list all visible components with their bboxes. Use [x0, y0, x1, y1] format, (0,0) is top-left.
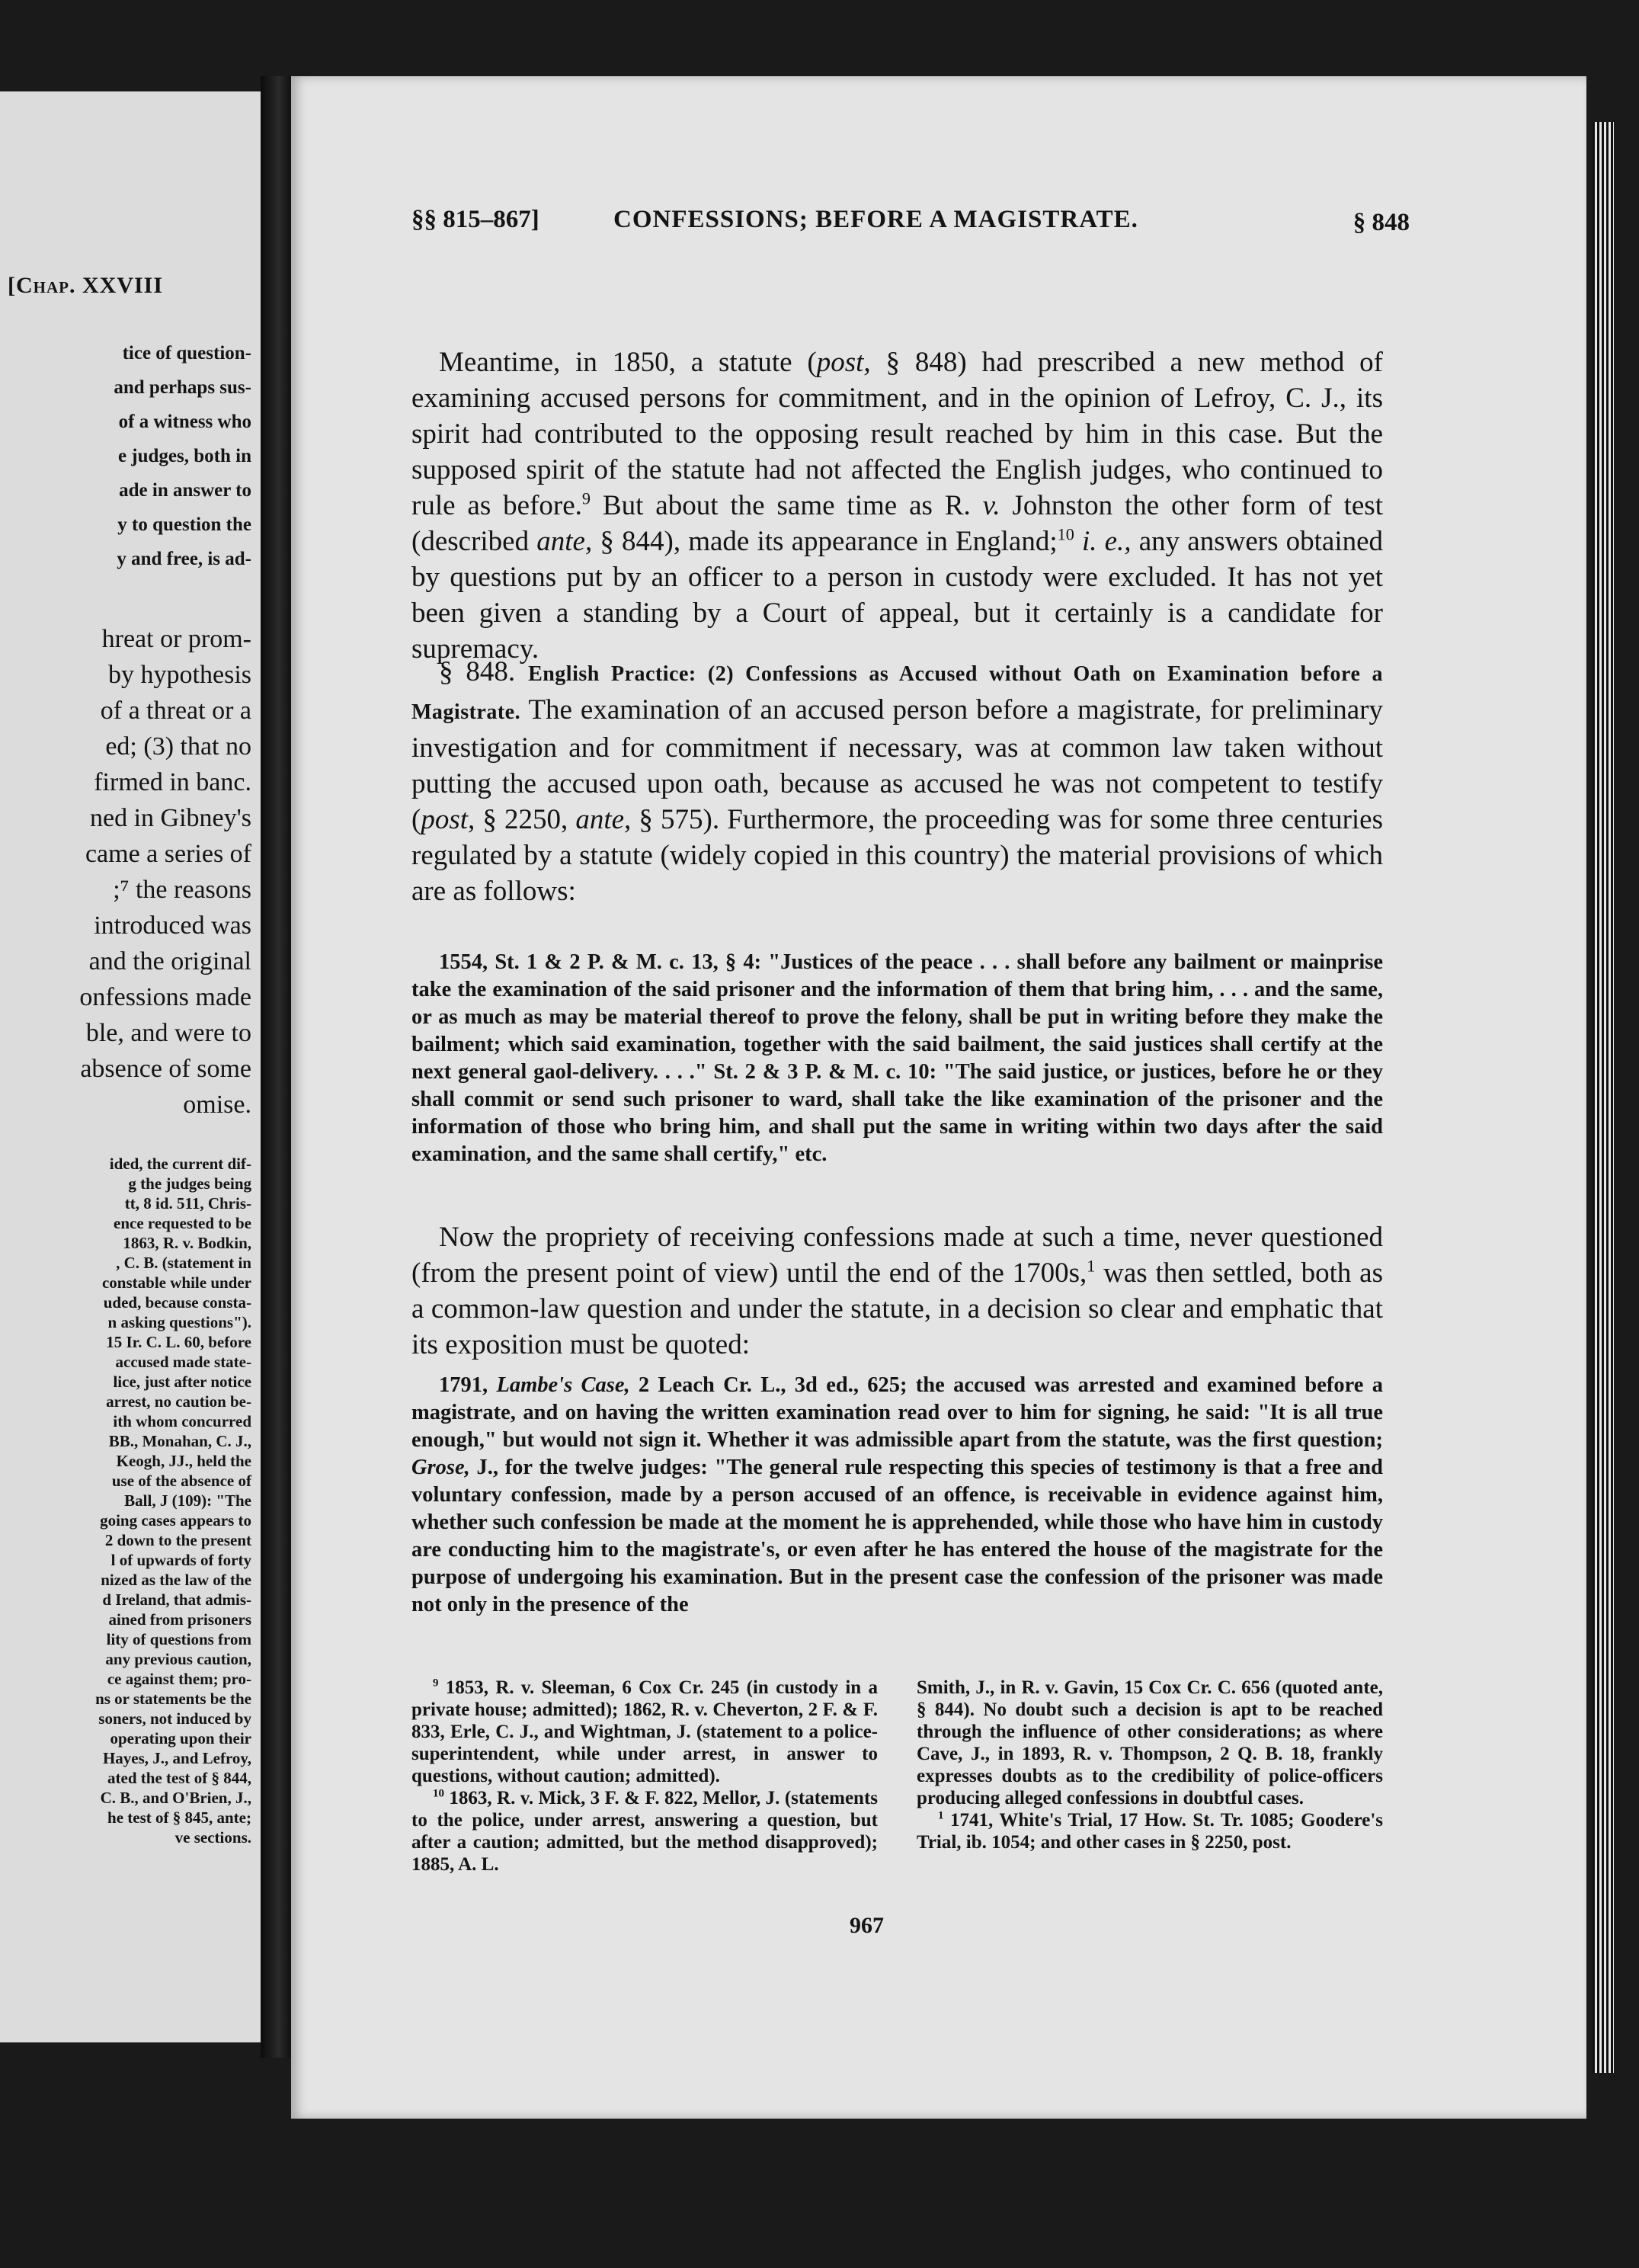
left-line: lity of questions from: [106, 1630, 251, 1648]
footnotes-right-column: [917, 1677, 1383, 1853]
left-line: tt, 8 id. 511, Chris-: [124, 1194, 251, 1212]
text-run: Johnston the other form of test (described: [411, 490, 1383, 557]
italic-run: post,: [816, 347, 871, 378]
italic-run: Lambe's Case,: [496, 1373, 630, 1397]
facing-page-left: [0, 91, 261, 2042]
section-number: § 848.: [439, 656, 516, 687]
footnote-mark: 9: [433, 1677, 439, 1690]
italic-run: i. e.,: [1074, 526, 1132, 557]
left-line: he test of § 845, ante;: [107, 1808, 251, 1827]
footnote-ref: 10: [1057, 524, 1074, 544]
left-line: accused made state-: [115, 1353, 251, 1371]
left-line: ;⁷ the reasons: [113, 876, 251, 904]
text-run: But about the same time as R.: [591, 490, 983, 521]
left-line: Hayes, J., and Lefroy,: [102, 1749, 251, 1767]
left-line: ade in answer to: [119, 480, 251, 501]
footnote-ref: 9: [581, 489, 591, 508]
left-line: omise.: [183, 1091, 251, 1119]
italic-run: ante,: [575, 804, 632, 835]
left-line: lice, just after notice: [113, 1373, 251, 1391]
left-line: BB., Monahan, C. J.,: [108, 1432, 251, 1450]
left-line: and the original: [88, 947, 251, 975]
left-line: use of the absence of: [111, 1472, 251, 1490]
text-run: was then settled, both as a common-law question and under the statute, in a decision so clear and emphatic that its exposition must be quoted:: [411, 1257, 1383, 1360]
italic-run: v.: [982, 490, 1000, 521]
left-line: going cases appears to: [100, 1511, 251, 1530]
left-line: ble, and were to: [85, 1019, 251, 1047]
footnote-1: 1741, White's Trial, 17 How. St. Tr. 1085; Goodere's Trial, ib. 1054; and other cases in § 2250, post.: [917, 1810, 1383, 1853]
left-line: absence of some: [80, 1055, 251, 1083]
italic-run: post,: [421, 804, 475, 835]
footnote-10-continued: Smith, J., in R. v. Gavin, 15 Cox Cr. C. 656 (quoted ante, § 844). No doubt such a decision is apt to be reached through the influence of other considerations; as where Cave, J., in 1893, R. v. Thompson, 2 Q. B. 18, frankly expresses doubts as to the credibility of police-officers producing alleged confessions in doubtful cases.: [917, 1677, 1383, 1808]
footnote-10: 1863, R. v. Mick, 3 F. & F. 822, Mellor, J. (statements to the police, under arrest, answering a question, but after a caution; admitted, but the method disapproved); 1885, A. L.: [411, 1788, 878, 1875]
text-run: any answers obtained by questions put by an officer to a person in custody were excluded. It has not yet been given a standing by a Court of appeal, but it certainly is a candidate for supremacy.: [411, 526, 1384, 665]
left-line: of a witness who: [118, 412, 251, 432]
left-line: l of upwards of forty: [110, 1551, 251, 1569]
left-line: and perhaps sus-: [114, 377, 251, 398]
left-line: ated the test of § 844,: [107, 1769, 251, 1787]
italic-run: Grose,: [411, 1456, 470, 1479]
text-run: § 848) had prescribed a new method of examining accused persons for commitment, and in the opinion of Lefroy, C. J., its spirit had contributed to the opposing result reached by him in this case. But the supposed spirit of the statute had not affected the English judges, who continued to rule as before.: [411, 347, 1383, 521]
left-line: by hypothesis: [108, 661, 251, 689]
left-line: of a threat or a: [100, 697, 251, 725]
running-head: [411, 206, 1410, 239]
left-line: g the judges being: [128, 1174, 251, 1193]
footnote-ref: 1: [1087, 1256, 1096, 1276]
left-line: Ball, J (109): "The: [124, 1491, 251, 1510]
page-edge-stack: [1593, 122, 1614, 2073]
left-line: arrest, no caution be-: [106, 1392, 251, 1411]
left-line: d Ireland, that admis-: [102, 1590, 251, 1609]
statute-quote: [411, 949, 1383, 1168]
left-page-chapter-heading: [Chap. XXVIII: [8, 273, 164, 298]
text-run: § 575). Furthermore, the proceeding was for some three centuries regulated by a statute (widely copied in this country) the material provisions of which are as follows:: [411, 804, 1383, 907]
text-run: 1791,: [439, 1373, 497, 1397]
left-line: ained from prisoners: [108, 1610, 251, 1629]
left-line: n asking questions").: [107, 1313, 251, 1331]
left-line: came a series of: [85, 840, 251, 868]
left-line: constable while under: [101, 1273, 251, 1292]
text-run: The examination of an accused person before a magistrate, for preliminary investigation and for commitment if necessary, was at common law taken without putting the accused upon oath, because as accused he was not competent to testify (: [411, 694, 1383, 835]
paragraph-propriety: [411, 1219, 1383, 1363]
footnotes-left-column: [411, 1677, 878, 1876]
left-line: ided, the current dif-: [109, 1155, 251, 1173]
left-line: any previous caution,: [105, 1650, 251, 1668]
left-line: hreat or prom-: [101, 625, 251, 653]
left-line: ns or statements be the: [95, 1690, 251, 1708]
running-head-section: § 848: [1352, 209, 1410, 236]
left-line: ve sections.: [174, 1828, 251, 1847]
left-line: Keogh, JJ., held the: [116, 1452, 251, 1470]
text-run: § 844), made its appearance in England;: [592, 526, 1058, 557]
left-line: onfessions made: [79, 983, 251, 1011]
left-line: soners, not induced by: [98, 1709, 251, 1728]
text-run: § 2250,: [475, 804, 576, 835]
footnote-mark: 1: [938, 1809, 944, 1822]
left-line: ce against them; pro-: [107, 1670, 251, 1688]
left-line: tice of question-: [122, 343, 251, 364]
left-line: ned in Gibney's: [90, 804, 251, 832]
lambe-case-quote: [411, 1372, 1383, 1619]
left-line: y to question the: [117, 514, 251, 535]
left-line: 1863, R. v. Bodkin,: [123, 1234, 251, 1252]
text-run: Meantime, in 1850, a statute (: [439, 347, 817, 378]
running-head-title: CONFESSIONS; BEFORE A MAGISTRATE.: [613, 206, 1138, 233]
left-line: 2 down to the present: [104, 1531, 251, 1549]
left-line: operating upon their: [110, 1729, 251, 1747]
statute-quote-text: 1554, St. 1 & 2 P. & M. c. 13, § 4: "Justices of the peace . . . shall before any bailment or mainprise take the examination of the said prisoner and the information of them that bring him, . . . and the same, or as much as may be material thereof to prove the felony, shall be put in writing before they make the bailment; which said examination, together with the said bailment, the said justices shall certify at the next general gaol-delivery. . . ." St. 2 & 3 P. & M. c. 10: "The said justice, or justices, before he or they shall commit or send such prisoner to ward, shall take the like examination of the prisoner and the information of those who bring him, and shall put the same in writing within two days after the said examination, and the same shall certify," etc.: [411, 950, 1383, 1166]
left-line: e judges, both in: [117, 446, 251, 466]
section-heading: English Practice: (2) Confessions as Accused without Oath on Examination before a Magistrate.: [411, 662, 1384, 724]
left-line: introduced was: [94, 911, 251, 940]
left-line: ed; (3) that no: [105, 732, 251, 761]
left-line: C. B., and O'Brien, J.,: [100, 1789, 251, 1807]
left-line: nized as the law of the: [101, 1571, 251, 1589]
left-line: firmed in banc.: [94, 768, 251, 796]
left-line: ith whom concurred: [113, 1412, 251, 1430]
left-line: ence requested to be: [114, 1214, 251, 1232]
text-run: 2 Leach Cr. L., 3d ed., 625; the accused was arrested and examined before a magistrate, and on having the written examination read over to him for signing, he said: "It is all true enough," but would not sign it. Whether it was admissible apart from the statute, was the first question;: [411, 1373, 1383, 1452]
italic-run: ante,: [536, 526, 593, 557]
left-line: y and free, is ad-: [117, 549, 251, 569]
left-line: 15 Ir. C. L. 60, before: [106, 1333, 251, 1351]
page-number: 967: [850, 1913, 884, 1938]
left-line: , C. B. (statement in: [116, 1254, 251, 1272]
running-head-section-range: §§ 815–867]: [411, 206, 539, 233]
footnote-mark: 10: [433, 1787, 444, 1800]
book-gutter: [261, 76, 291, 2058]
text-run: Now the propriety of receiving confessions made at such a time, never questioned (from the present point of view) until the end of the 1700s,: [411, 1222, 1383, 1289]
text-run: J., for the twelve judges: "The general rule respecting this species of testimony is that a free and voluntary confession, made by a person accused of an offence, is receivable in evidence against him, whether such confession be made at the moment he is apprehended, while those who have him in custody are conducting him to the magistrate's, or even after he has entered the house of the magistrate for the purpose of undergoing his examination. But in the present case the confession of the prisoner was made not only in the presence of the: [411, 1456, 1383, 1616]
left-line: uded, because consta-: [103, 1293, 251, 1312]
section-848: [411, 654, 1383, 909]
footnote-9: 1853, R. v. Sleeman, 6 Cox Cr. 245 (in custody in a private house; admitted); 1862, R. v. Cheverton, 2 F. & F. 833, Erle, C. J., and Wightman, J. (statement to a police-superintendent, while under arrest, in answer to questions, without caution; admitted).: [411, 1677, 878, 1786]
paragraph-meantime: [411, 344, 1383, 667]
